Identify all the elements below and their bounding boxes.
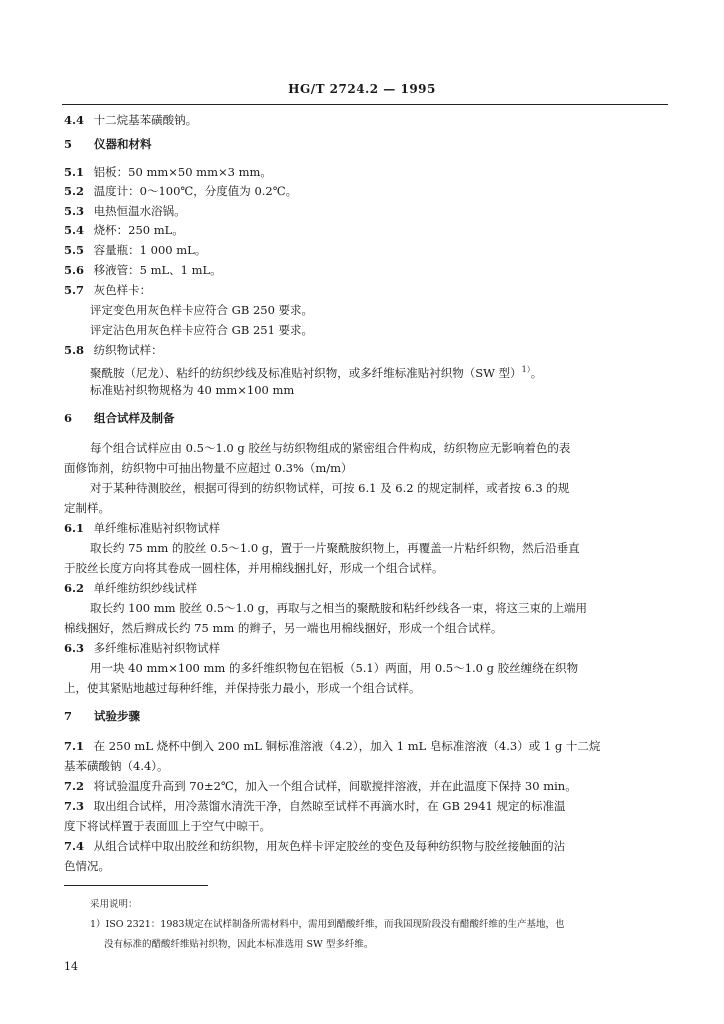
clause-text: 在 250 mL 烧杯中倒入 200 mL 铜标准溶液（4.2），加入 1 mL 皂标准溶液（4.3）或 1 g 十二烷: [93, 739, 601, 753]
clause-5-2: [64, 183, 297, 199]
clause-text: 灰色样卡：: [93, 283, 152, 297]
clause-text: 容量瓶：1 000 mL。: [93, 243, 207, 257]
clause-7-3: [64, 798, 566, 814]
clause-5-6: [64, 262, 222, 278]
clause-number: 7.2: [64, 779, 85, 793]
clause-5-8-a: [90, 362, 542, 381]
clause-text: 将试验温度升高到 70±2℃，加入一个组合试样，间歇搅拌溶液，并在此温度下保持 30 min。: [93, 779, 577, 793]
paragraph-6-line-4: 定制样。: [64, 501, 110, 515]
section-5-heading: [64, 136, 152, 152]
clause-number: 6.2: [64, 581, 85, 595]
paragraph-6-3-line-2: 上，使其紧贴地越过每种纤维，并保持张力最小，形成一个组合试样。: [64, 681, 421, 695]
clause-number: 5.5: [64, 243, 85, 257]
clause-5-3: [64, 203, 186, 219]
clause-7-4: [64, 838, 565, 854]
clause-number: 5.1: [64, 165, 85, 179]
clause-text: 烧杯：250 mL。: [93, 223, 184, 237]
paragraph-6-1-line-1: 取长约 75 mm 的胶丝 0.5～1.0 g，置于一片聚酰胺织物上，再覆盖一片粘纤织物，然后沿垂直: [90, 541, 580, 555]
paragraph-6-1-line-2: 于胶丝长度方向将其卷成一圆柱体，并用棉线捆扎好，形成一个组合试样。: [64, 561, 444, 575]
clause-5-8: [64, 342, 163, 358]
section-7-heading: [64, 708, 140, 724]
clause-number: 7.1: [64, 739, 85, 753]
clause-7-1-cont: 基苯磺酸钠（4.4）。: [64, 759, 169, 773]
clause-text: 铝板：50 mm×50 mm×3 mm。: [93, 165, 272, 179]
clause-6-2: [64, 580, 197, 596]
clause-number: 5.7: [64, 283, 85, 297]
paragraph-6-line-1: 每个组合试样应由 0.5～1.0 g 胶丝与纺织物组成的紧密组合件构成，纺织物应无影响着色的表: [90, 441, 571, 455]
clause-number: 5.3: [64, 204, 85, 218]
section-number: 5: [64, 137, 73, 151]
clause-text: 十二烷基苯磺酸钠。: [93, 113, 198, 127]
clause-number: 4.4: [64, 113, 85, 127]
clause-5-5: [64, 242, 206, 258]
clause-text: 纺织物试样：: [93, 343, 163, 357]
clause-5-7-b: 评定沾色用灰色样卡应符合 GB 251 要求。: [90, 323, 314, 337]
footnote-title: 采用说明：: [90, 899, 138, 910]
clause-text: 从组合试样中取出胶丝和纺织物，用灰色样卡评定胶丝的变色及每种纺织物与胶丝接触面的沾: [93, 839, 566, 853]
clause-5-4: [64, 222, 184, 238]
clause-number: 7.3: [64, 799, 85, 813]
clause-number: 6.1: [64, 521, 85, 535]
page-header: HG/T 2724.2 — 1995: [288, 82, 436, 96]
clause-number: 5.2: [64, 184, 85, 198]
clause-text: 移液管：5 mL、1 mL。: [93, 263, 222, 277]
footnote-line-2: 没有标准的醋酸纤维贴衬织物，因此本标准选用 SW 型多纤维。: [104, 939, 374, 950]
paragraph-6-line-2: 面修饰剂，纺织物中可抽出物量不应超过 0.3%（m/m）: [64, 461, 353, 475]
clause-text-end: 。: [530, 365, 543, 380]
clause-text: 多纤维标准贴衬织物试样: [93, 641, 221, 655]
clause-number: 7.4: [64, 839, 85, 853]
clause-7-1: [64, 738, 600, 754]
clause-5-1: [64, 164, 272, 180]
paragraph-6-2-line-1: 取长约 100 mm 胶丝 0.5～1.0 g，再取与之相当的聚酰胺和粘纤纱线各一束，将这三束的上端用: [90, 601, 587, 615]
section-number: 7: [64, 709, 73, 723]
clause-text: 电热恒温水浴锅。: [93, 204, 186, 218]
clause-text: 取出组合试样，用冷蒸馏水清洗干净，自然晾至试样不再滴水时，在 GB 2941 规定的标准温: [93, 799, 566, 813]
footnote-rule: [64, 885, 208, 886]
section-title: 组合试样及制备: [94, 411, 175, 425]
section-title: 试验步骤: [94, 709, 141, 723]
paragraph-6-3-line-1: 用一块 40 mm×100 mm 的多纤维织物包在铝板（5.1）两面，用 0.5～1.0 g 胶丝缠绕在织物: [90, 661, 579, 675]
clause-5-7: [64, 282, 151, 298]
footnote-line-1: 1）ISO 2321：1983规定在试样制备所需材料中，需用到醋酸纤维，而我国现阶段没有醋酸纤维的生产基地，也: [90, 919, 565, 930]
clause-text: 单纤维标准贴衬织物试样: [93, 521, 221, 535]
page-number: 14: [64, 960, 78, 973]
section-title: 仪器和材料: [94, 137, 152, 151]
clause-6-3: [64, 640, 220, 656]
clause-number: 5.6: [64, 263, 85, 277]
clause-text: 单纤维纺织纱线试样: [93, 581, 198, 595]
paragraph-6-line-3: 对于某种待测胶丝，根据可得到的纺织物试样，可按 6.1 及 6.2 的规定制样，或者按 6.3 的规: [90, 481, 570, 495]
clause-5-7-a: 评定变色用灰色样卡应符合 GB 250 要求。: [90, 303, 314, 317]
paragraph-6-2-line-2: 棉线捆好，然后辫成长约 75 mm 的辫子，另一端也用棉线捆好，形成一个组合试样。: [64, 621, 503, 635]
footnote-ref: 1）: [521, 365, 531, 374]
clause-4-4: [64, 112, 197, 128]
clause-5-8-b: 标准贴衬织物规格为 40 mm×100 mm: [90, 383, 295, 397]
clause-7-4-cont: 色情况。: [64, 859, 110, 873]
clause-number: 5.8: [64, 343, 85, 357]
clause-number: 5.4: [64, 223, 85, 237]
clause-text: 聚酰胺（尼龙）、粘纤的纺织纱线及标准贴衬织物，或多纤维标准贴衬织物（SW 型）: [90, 365, 522, 380]
clause-text: 温度计：0～100℃，分度值为 0.2℃。: [93, 184, 298, 198]
clause-number: 6.3: [64, 641, 85, 655]
section-number: 6: [64, 411, 73, 425]
header-rule: [62, 104, 668, 105]
clause-7-2: [64, 778, 577, 794]
clause-6-1: [64, 520, 220, 536]
section-6-heading: [64, 410, 175, 426]
clause-7-3-cont: 度下将试样置于表面皿上于空气中晾干。: [64, 819, 271, 833]
